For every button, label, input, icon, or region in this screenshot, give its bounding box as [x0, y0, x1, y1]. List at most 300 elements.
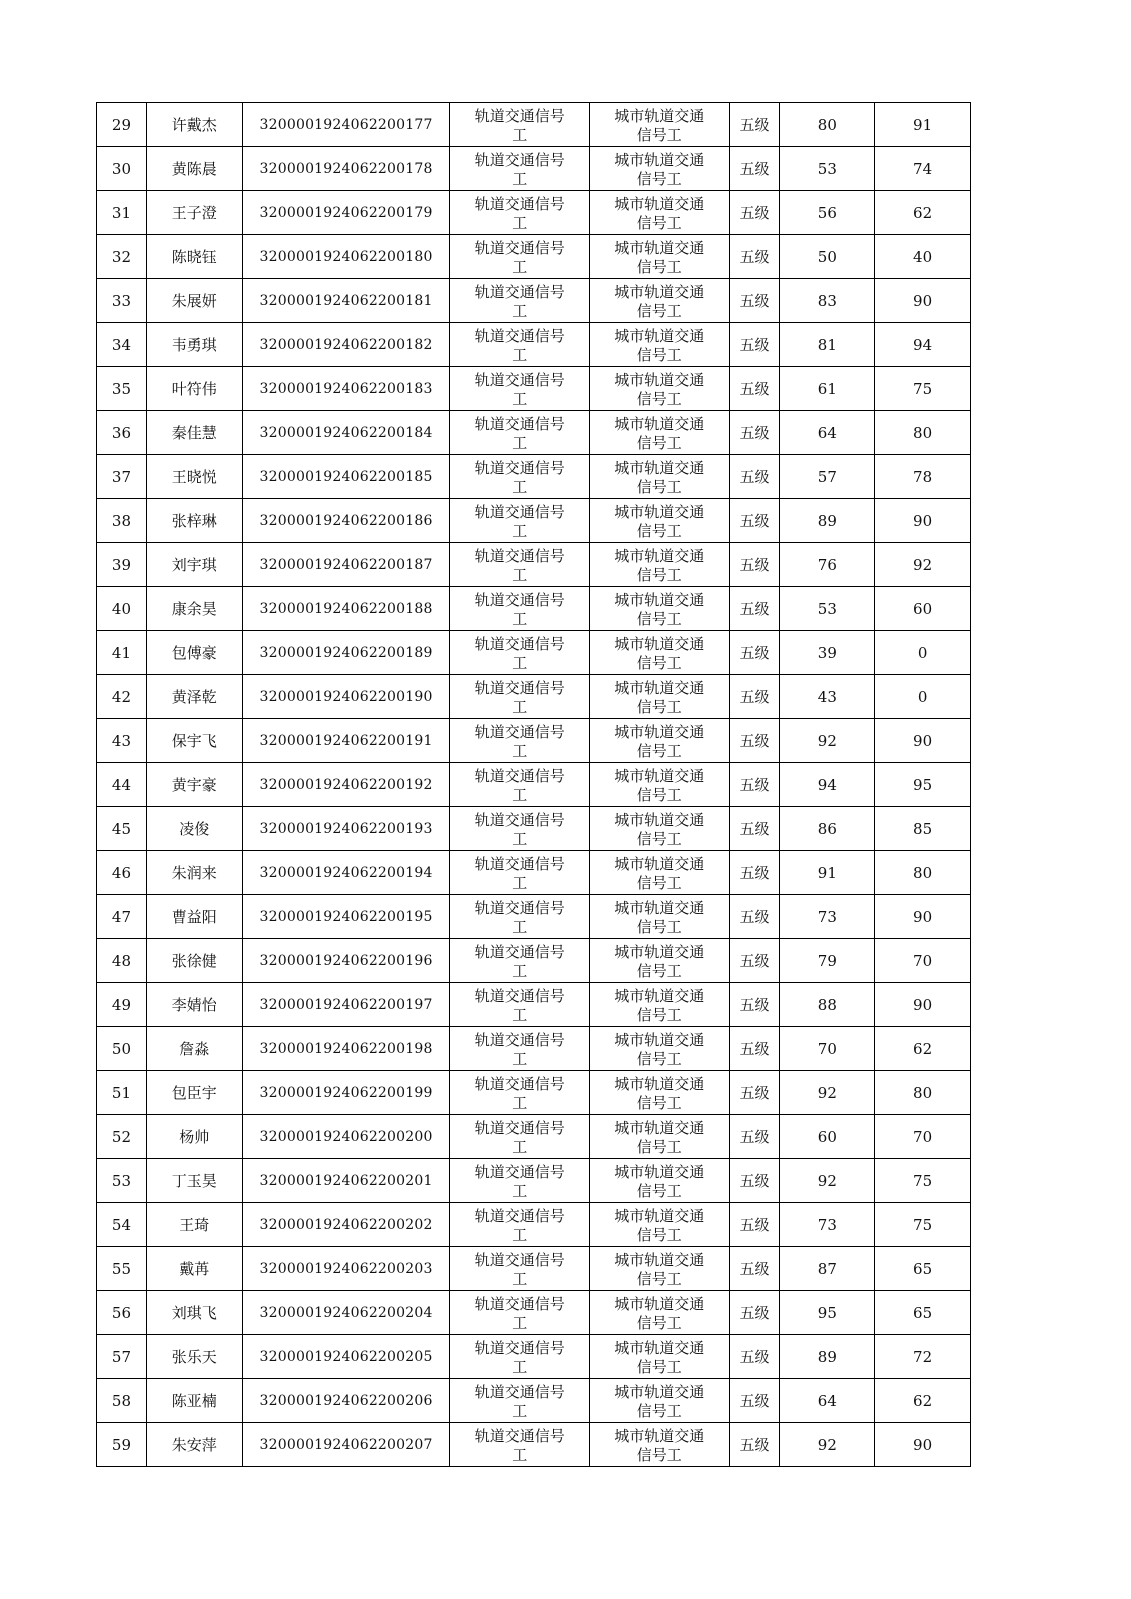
specialty-cell-text: 城市轨道交通信号工	[614, 1074, 705, 1112]
row-number-cell: 54	[97, 1203, 147, 1247]
theory-score-cell: 76	[780, 543, 875, 587]
level-cell: 五级	[729, 983, 780, 1027]
specialty-cell	[590, 323, 730, 367]
row-number-cell: 34	[97, 323, 147, 367]
occupation-cell	[450, 1379, 590, 1423]
row-number-cell: 39	[97, 543, 147, 587]
certificate-id-cell: 3200001924062200203	[242, 1247, 450, 1291]
name-cell: 朱安萍	[146, 1423, 242, 1467]
occupation-cell-text: 轨道交通信号工	[474, 414, 565, 452]
occupation-cell-text: 轨道交通信号工	[474, 238, 565, 276]
certificate-id-cell: 3200001924062200191	[242, 719, 450, 763]
specialty-cell-text: 城市轨道交通信号工	[614, 502, 705, 540]
skill-score-cell: 65	[875, 1291, 971, 1335]
specialty-cell	[590, 147, 730, 191]
specialty-cell	[590, 1291, 730, 1335]
name-cell: 朱润来	[146, 851, 242, 895]
level-cell: 五级	[729, 1379, 780, 1423]
name-cell: 黄陈晨	[146, 147, 242, 191]
row-number-cell: 58	[97, 1379, 147, 1423]
table-row	[97, 587, 971, 631]
certificate-id-cell: 3200001924062200180	[242, 235, 450, 279]
level-cell: 五级	[729, 191, 780, 235]
occupation-cell	[450, 1247, 590, 1291]
level-cell: 五级	[729, 807, 780, 851]
skill-score-cell: 91	[875, 103, 971, 147]
name-cell: 朱展妍	[146, 279, 242, 323]
specialty-cell	[590, 411, 730, 455]
level-cell: 五级	[729, 851, 780, 895]
specialty-cell	[590, 191, 730, 235]
occupation-cell	[450, 851, 590, 895]
occupation-cell	[450, 543, 590, 587]
row-number-cell: 30	[97, 147, 147, 191]
occupation-cell-text: 轨道交通信号工	[474, 150, 565, 188]
occupation-cell-text: 轨道交通信号工	[474, 810, 565, 848]
row-number-cell: 47	[97, 895, 147, 939]
certificate-id-cell: 3200001924062200192	[242, 763, 450, 807]
name-cell: 詹淼	[146, 1027, 242, 1071]
certificate-id-cell: 3200001924062200181	[242, 279, 450, 323]
specialty-cell-text: 城市轨道交通信号工	[614, 1206, 705, 1244]
name-cell: 王晓悦	[146, 455, 242, 499]
occupation-cell-text: 轨道交通信号工	[474, 546, 565, 584]
level-cell: 五级	[729, 367, 780, 411]
name-cell: 包傅豪	[146, 631, 242, 675]
specialty-cell	[590, 1115, 730, 1159]
specialty-cell-text: 城市轨道交通信号工	[614, 1030, 705, 1068]
row-number-cell: 57	[97, 1335, 147, 1379]
name-cell: 秦佳慧	[146, 411, 242, 455]
skill-score-cell: 94	[875, 323, 971, 367]
table-row	[97, 631, 971, 675]
certificate-id-cell: 3200001924062200202	[242, 1203, 450, 1247]
theory-score-cell: 53	[780, 147, 875, 191]
specialty-cell-text: 城市轨道交通信号工	[614, 326, 705, 364]
name-cell: 王琦	[146, 1203, 242, 1247]
row-number-cell: 59	[97, 1423, 147, 1467]
row-number-cell: 51	[97, 1071, 147, 1115]
table-row	[97, 191, 971, 235]
occupation-cell	[450, 1203, 590, 1247]
level-cell: 五级	[729, 1247, 780, 1291]
theory-score-cell: 87	[780, 1247, 875, 1291]
occupation-cell-text: 轨道交通信号工	[474, 282, 565, 320]
theory-score-cell: 50	[780, 235, 875, 279]
theory-score-cell: 39	[780, 631, 875, 675]
theory-score-cell: 94	[780, 763, 875, 807]
name-cell: 陈晓钰	[146, 235, 242, 279]
table-row	[97, 983, 971, 1027]
theory-score-cell: 79	[780, 939, 875, 983]
occupation-cell	[450, 675, 590, 719]
specialty-cell-text: 城市轨道交通信号工	[614, 1162, 705, 1200]
name-cell: 丁玉昊	[146, 1159, 242, 1203]
occupation-cell-text: 轨道交通信号工	[474, 854, 565, 892]
specialty-cell-text: 城市轨道交通信号工	[614, 678, 705, 716]
theory-score-cell: 73	[780, 895, 875, 939]
table-row	[97, 807, 971, 851]
theory-score-cell: 89	[780, 499, 875, 543]
occupation-cell-text: 轨道交通信号工	[474, 1338, 565, 1376]
level-cell: 五级	[729, 1203, 780, 1247]
certificate-id-cell: 3200001924062200207	[242, 1423, 450, 1467]
occupation-cell	[450, 323, 590, 367]
occupation-cell	[450, 631, 590, 675]
occupation-cell	[450, 1159, 590, 1203]
table-row	[97, 1071, 971, 1115]
occupation-cell	[450, 499, 590, 543]
row-number-cell: 52	[97, 1115, 147, 1159]
specialty-cell-text: 城市轨道交通信号工	[614, 1382, 705, 1420]
name-cell: 陈亚楠	[146, 1379, 242, 1423]
name-cell: 凌俊	[146, 807, 242, 851]
theory-score-cell: 81	[780, 323, 875, 367]
theory-score-cell: 60	[780, 1115, 875, 1159]
occupation-cell-text: 轨道交通信号工	[474, 1382, 565, 1420]
level-cell: 五级	[729, 1071, 780, 1115]
certificate-id-cell: 3200001924062200186	[242, 499, 450, 543]
table-row	[97, 1247, 971, 1291]
specialty-cell	[590, 939, 730, 983]
skill-score-cell: 75	[875, 1159, 971, 1203]
table-row	[97, 1159, 971, 1203]
theory-score-cell: 43	[780, 675, 875, 719]
specialty-cell	[590, 1335, 730, 1379]
row-number-cell: 40	[97, 587, 147, 631]
specialty-cell-text: 城市轨道交通信号工	[614, 722, 705, 760]
specialty-cell-text: 城市轨道交通信号工	[614, 282, 705, 320]
name-cell: 王子澄	[146, 191, 242, 235]
theory-score-cell: 56	[780, 191, 875, 235]
specialty-cell-text: 城市轨道交通信号工	[614, 766, 705, 804]
occupation-cell-text: 轨道交通信号工	[474, 194, 565, 232]
skill-score-cell: 85	[875, 807, 971, 851]
theory-score-cell: 92	[780, 1071, 875, 1115]
occupation-cell	[450, 1335, 590, 1379]
skill-score-cell: 80	[875, 411, 971, 455]
level-cell: 五级	[729, 1291, 780, 1335]
theory-score-cell: 53	[780, 587, 875, 631]
certificate-id-cell: 3200001924062200184	[242, 411, 450, 455]
row-number-cell: 46	[97, 851, 147, 895]
specialty-cell	[590, 1159, 730, 1203]
level-cell: 五级	[729, 763, 780, 807]
name-cell: 张徐健	[146, 939, 242, 983]
theory-score-cell: 64	[780, 1379, 875, 1423]
specialty-cell	[590, 719, 730, 763]
level-cell: 五级	[729, 1027, 780, 1071]
specialty-cell-text: 城市轨道交通信号工	[614, 106, 705, 144]
occupation-cell-text: 轨道交通信号工	[474, 634, 565, 672]
row-number-cell: 29	[97, 103, 147, 147]
occupation-cell	[450, 1423, 590, 1467]
level-cell: 五级	[729, 675, 780, 719]
specialty-cell	[590, 983, 730, 1027]
specialty-cell	[590, 807, 730, 851]
specialty-cell-text: 城市轨道交通信号工	[614, 942, 705, 980]
theory-score-cell: 92	[780, 1159, 875, 1203]
certificate-id-cell: 3200001924062200183	[242, 367, 450, 411]
row-number-cell: 50	[97, 1027, 147, 1071]
occupation-cell-text: 轨道交通信号工	[474, 1294, 565, 1332]
occupation-cell	[450, 279, 590, 323]
occupation-cell	[450, 939, 590, 983]
occupation-cell-text: 轨道交通信号工	[474, 1074, 565, 1112]
occupation-cell	[450, 367, 590, 411]
specialty-cell-text: 城市轨道交通信号工	[614, 1118, 705, 1156]
table-row	[97, 455, 971, 499]
occupation-cell-text: 轨道交通信号工	[474, 1030, 565, 1068]
theory-score-cell: 70	[780, 1027, 875, 1071]
level-cell: 五级	[729, 939, 780, 983]
specialty-cell	[590, 1423, 730, 1467]
specialty-cell	[590, 1027, 730, 1071]
level-cell: 五级	[729, 1159, 780, 1203]
row-number-cell: 31	[97, 191, 147, 235]
skill-score-cell: 0	[875, 631, 971, 675]
level-cell: 五级	[729, 499, 780, 543]
level-cell: 五级	[729, 411, 780, 455]
occupation-cell-text: 轨道交通信号工	[474, 326, 565, 364]
table-row	[97, 1203, 971, 1247]
skill-score-cell: 70	[875, 1115, 971, 1159]
occupation-cell-text: 轨道交通信号工	[474, 106, 565, 144]
occupation-cell	[450, 587, 590, 631]
row-number-cell: 35	[97, 367, 147, 411]
occupation-cell-text: 轨道交通信号工	[474, 1426, 565, 1464]
skill-score-cell: 40	[875, 235, 971, 279]
occupation-cell	[450, 103, 590, 147]
skill-score-cell: 70	[875, 939, 971, 983]
specialty-cell-text: 城市轨道交通信号工	[614, 1294, 705, 1332]
specialty-cell-text: 城市轨道交通信号工	[614, 810, 705, 848]
occupation-cell	[450, 807, 590, 851]
certificate-id-cell: 3200001924062200190	[242, 675, 450, 719]
name-cell: 保宇飞	[146, 719, 242, 763]
specialty-cell-text: 城市轨道交通信号工	[614, 986, 705, 1024]
theory-score-cell: 86	[780, 807, 875, 851]
specialty-cell	[590, 895, 730, 939]
specialty-cell-text: 城市轨道交通信号工	[614, 150, 705, 188]
occupation-cell	[450, 235, 590, 279]
skill-score-cell: 78	[875, 455, 971, 499]
occupation-cell	[450, 1071, 590, 1115]
table-row	[97, 895, 971, 939]
score-table	[96, 102, 971, 1467]
specialty-cell	[590, 279, 730, 323]
theory-score-cell: 92	[780, 1423, 875, 1467]
row-number-cell: 55	[97, 1247, 147, 1291]
row-number-cell: 49	[97, 983, 147, 1027]
specialty-cell-text: 城市轨道交通信号工	[614, 414, 705, 452]
certificate-id-cell: 3200001924062200195	[242, 895, 450, 939]
specialty-cell-text: 城市轨道交通信号工	[614, 546, 705, 584]
skill-score-cell: 95	[875, 763, 971, 807]
certificate-id-cell: 3200001924062200200	[242, 1115, 450, 1159]
certificate-id-cell: 3200001924062200193	[242, 807, 450, 851]
skill-score-cell: 72	[875, 1335, 971, 1379]
occupation-cell	[450, 191, 590, 235]
specialty-cell	[590, 1247, 730, 1291]
row-number-cell: 41	[97, 631, 147, 675]
level-cell: 五级	[729, 455, 780, 499]
row-number-cell: 44	[97, 763, 147, 807]
certificate-id-cell: 3200001924062200177	[242, 103, 450, 147]
table-row	[97, 1423, 971, 1467]
occupation-cell	[450, 147, 590, 191]
specialty-cell	[590, 763, 730, 807]
table-row	[97, 675, 971, 719]
level-cell: 五级	[729, 719, 780, 763]
occupation-cell-text: 轨道交通信号工	[474, 942, 565, 980]
occupation-cell-text: 轨道交通信号工	[474, 678, 565, 716]
theory-score-cell: 61	[780, 367, 875, 411]
theory-score-cell: 92	[780, 719, 875, 763]
name-cell: 张梓琳	[146, 499, 242, 543]
occupation-cell	[450, 455, 590, 499]
theory-score-cell: 80	[780, 103, 875, 147]
name-cell: 包臣宇	[146, 1071, 242, 1115]
name-cell: 李婧怡	[146, 983, 242, 1027]
certificate-id-cell: 3200001924062200199	[242, 1071, 450, 1115]
specialty-cell-text: 城市轨道交通信号工	[614, 370, 705, 408]
certificate-id-cell: 3200001924062200197	[242, 983, 450, 1027]
skill-score-cell: 90	[875, 983, 971, 1027]
certificate-id-cell: 3200001924062200188	[242, 587, 450, 631]
certificate-id-cell: 3200001924062200201	[242, 1159, 450, 1203]
certificate-id-cell: 3200001924062200179	[242, 191, 450, 235]
specialty-cell-text: 城市轨道交通信号工	[614, 458, 705, 496]
name-cell: 韦勇琪	[146, 323, 242, 367]
row-number-cell: 33	[97, 279, 147, 323]
skill-score-cell: 92	[875, 543, 971, 587]
theory-score-cell: 88	[780, 983, 875, 1027]
name-cell: 黄泽乾	[146, 675, 242, 719]
name-cell: 杨帅	[146, 1115, 242, 1159]
level-cell: 五级	[729, 1335, 780, 1379]
specialty-cell-text: 城市轨道交通信号工	[614, 1426, 705, 1464]
table-row	[97, 279, 971, 323]
specialty-cell	[590, 235, 730, 279]
certificate-id-cell: 3200001924062200196	[242, 939, 450, 983]
row-number-cell: 36	[97, 411, 147, 455]
specialty-cell-text: 城市轨道交通信号工	[614, 854, 705, 892]
table-row	[97, 411, 971, 455]
table-row	[97, 543, 971, 587]
certificate-id-cell: 3200001924062200178	[242, 147, 450, 191]
name-cell: 康余昊	[146, 587, 242, 631]
table-row	[97, 323, 971, 367]
theory-score-cell: 73	[780, 1203, 875, 1247]
certificate-id-cell: 3200001924062200206	[242, 1379, 450, 1423]
occupation-cell-text: 轨道交通信号工	[474, 986, 565, 1024]
skill-score-cell: 90	[875, 719, 971, 763]
specialty-cell-text: 城市轨道交通信号工	[614, 1338, 705, 1376]
skill-score-cell: 90	[875, 499, 971, 543]
specialty-cell-text: 城市轨道交通信号工	[614, 898, 705, 936]
specialty-cell	[590, 675, 730, 719]
specialty-cell	[590, 499, 730, 543]
certificate-id-cell: 3200001924062200185	[242, 455, 450, 499]
specialty-cell-text: 城市轨道交通信号工	[614, 194, 705, 232]
level-cell: 五级	[729, 235, 780, 279]
specialty-cell	[590, 1203, 730, 1247]
occupation-cell-text: 轨道交通信号工	[474, 458, 565, 496]
skill-score-cell: 60	[875, 587, 971, 631]
theory-score-cell: 91	[780, 851, 875, 895]
occupation-cell-text: 轨道交通信号工	[474, 1206, 565, 1244]
table-row	[97, 1379, 971, 1423]
specialty-cell	[590, 103, 730, 147]
occupation-cell-text: 轨道交通信号工	[474, 1118, 565, 1156]
name-cell: 戴苒	[146, 1247, 242, 1291]
skill-score-cell: 80	[875, 851, 971, 895]
certificate-id-cell: 3200001924062200204	[242, 1291, 450, 1335]
skill-score-cell: 80	[875, 1071, 971, 1115]
theory-score-cell: 89	[780, 1335, 875, 1379]
skill-score-cell: 90	[875, 279, 971, 323]
skill-score-cell: 62	[875, 1027, 971, 1071]
specialty-cell	[590, 587, 730, 631]
row-number-cell: 56	[97, 1291, 147, 1335]
specialty-cell	[590, 367, 730, 411]
table-row	[97, 763, 971, 807]
row-number-cell: 43	[97, 719, 147, 763]
table-row	[97, 1291, 971, 1335]
specialty-cell	[590, 851, 730, 895]
level-cell: 五级	[729, 1115, 780, 1159]
occupation-cell-text: 轨道交通信号工	[474, 898, 565, 936]
occupation-cell	[450, 983, 590, 1027]
row-number-cell: 48	[97, 939, 147, 983]
table-row	[97, 719, 971, 763]
certificate-id-cell: 3200001924062200194	[242, 851, 450, 895]
table-body	[97, 103, 971, 1467]
certificate-id-cell: 3200001924062200205	[242, 1335, 450, 1379]
occupation-cell	[450, 719, 590, 763]
specialty-cell	[590, 1379, 730, 1423]
skill-score-cell: 62	[875, 1379, 971, 1423]
name-cell: 刘琪飞	[146, 1291, 242, 1335]
occupation-cell-text: 轨道交通信号工	[474, 502, 565, 540]
table-row	[97, 235, 971, 279]
specialty-cell-text: 城市轨道交通信号工	[614, 1250, 705, 1288]
table-row	[97, 147, 971, 191]
table-row	[97, 1115, 971, 1159]
theory-score-cell: 95	[780, 1291, 875, 1335]
name-cell: 曹益阳	[146, 895, 242, 939]
table-row	[97, 103, 971, 147]
row-number-cell: 37	[97, 455, 147, 499]
level-cell: 五级	[729, 631, 780, 675]
row-number-cell: 38	[97, 499, 147, 543]
occupation-cell-text: 轨道交通信号工	[474, 722, 565, 760]
name-cell: 黄宇豪	[146, 763, 242, 807]
level-cell: 五级	[729, 279, 780, 323]
theory-score-cell: 83	[780, 279, 875, 323]
occupation-cell-text: 轨道交通信号工	[474, 370, 565, 408]
occupation-cell-text: 轨道交通信号工	[474, 1250, 565, 1288]
certificate-id-cell: 3200001924062200189	[242, 631, 450, 675]
name-cell: 许戴杰	[146, 103, 242, 147]
level-cell: 五级	[729, 543, 780, 587]
name-cell: 刘宇琪	[146, 543, 242, 587]
skill-score-cell: 0	[875, 675, 971, 719]
occupation-cell-text: 轨道交通信号工	[474, 590, 565, 628]
specialty-cell-text: 城市轨道交通信号工	[614, 238, 705, 276]
level-cell: 五级	[729, 895, 780, 939]
